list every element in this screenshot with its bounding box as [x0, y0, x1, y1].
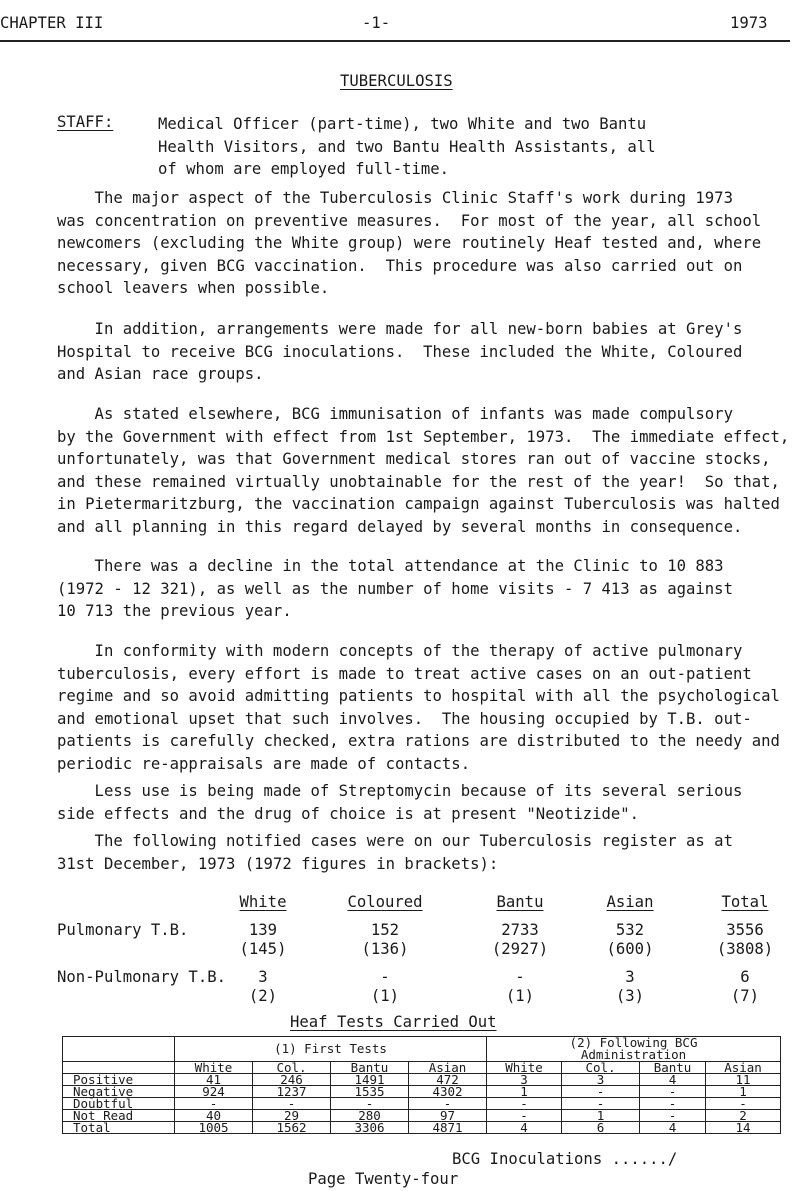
table-cell: 1005: [175, 1122, 253, 1134]
register-cell: 3556: [726, 921, 764, 939]
text-line: and all planning in this regard delayed by several months in consequence.: [57, 517, 743, 536]
text-line: Less use is being made of Streptomycin because of its several serious: [57, 782, 743, 800]
text-line: 10 713 the previous year.: [57, 602, 292, 621]
header-rule: [0, 40, 790, 42]
text-line: by the Government with effect from 1st September, 1973. The immediate effect,: [57, 427, 790, 446]
text-line: was concentration on preventive measures. For most of the year, all school: [57, 211, 762, 230]
text-line: and these remained virtually unobtainable for the rest of the year! So that,: [57, 472, 780, 491]
register-cell-prev: (145): [239, 940, 287, 958]
register-cell-prev: (2): [248, 987, 278, 1005]
register-cell: 139: [248, 921, 278, 939]
text-line: regime and so avoid admitting patients to hospital with all the psychological: [57, 687, 780, 706]
table-cell: 1491: [331, 1074, 409, 1086]
register-col-total: Total: [721, 893, 769, 911]
text-line: As stated elsewhere, BCG immunisation of infants was made compulsory: [57, 405, 733, 423]
text-line: tuberculosis, every effort is made to treat active cases on an out-patient: [57, 664, 752, 683]
register-col-asian: Asian: [606, 893, 654, 911]
empty-corner-cell: [63, 1037, 175, 1062]
register-cell-prev: (600): [606, 940, 654, 958]
register-cell: 2733: [501, 921, 539, 939]
table-cell: 1: [487, 1086, 562, 1098]
register-cell: 532: [615, 921, 645, 939]
text-line: side effects and the drug of choice is at present "Neotizide".: [57, 804, 640, 823]
subcol-header: Col.: [253, 1062, 331, 1074]
register-cell-prev: (7): [730, 987, 760, 1005]
register-cell-prev: (3808): [716, 940, 774, 958]
table-cell: -: [253, 1098, 331, 1110]
table-cell: 14: [706, 1122, 781, 1134]
table-cell: 4: [487, 1122, 562, 1134]
staff-line: Health Visitors, and two Bantu Health Assistants, all: [158, 137, 656, 156]
table-cell: -: [640, 1086, 706, 1098]
subcol-header: Bantu: [640, 1062, 706, 1074]
register-cell-prev: (136): [361, 940, 409, 958]
following-bcg-line: (2) Following BCG: [569, 1035, 698, 1050]
subcol-header: White: [487, 1062, 562, 1074]
row-label: Negative: [63, 1086, 175, 1098]
table-cell: 2: [706, 1110, 781, 1122]
register-col-coloured: Coloured: [347, 893, 423, 911]
table-cell: -: [331, 1098, 409, 1110]
table-cell: -: [175, 1098, 253, 1110]
table-cell: 11: [706, 1074, 781, 1086]
subcol-header: Bantu: [331, 1062, 409, 1074]
heaf-table-title: Heaf Tests Carried Out: [290, 1013, 497, 1031]
register-cell-prev: (1): [505, 987, 535, 1005]
heaf-group-header-row: [63, 1037, 781, 1062]
row-label: Positive: [63, 1074, 175, 1086]
text-line: newcomers (excluding the White group) were routinely Heaf tested and, where: [57, 234, 762, 253]
table-cell: 40: [175, 1110, 253, 1122]
paragraph-newborn: [57, 318, 793, 386]
paragraph-attendance: [57, 555, 793, 623]
table-cell: 472: [409, 1074, 487, 1086]
table-cell: -: [706, 1098, 781, 1110]
text-line: In addition, arrangements were made for all new-born babies at Grey's: [57, 320, 743, 338]
table-cell: -: [640, 1110, 706, 1122]
text-line: (1972 - 12 321), as well as the number of home visits - 7 413 as against: [57, 579, 733, 598]
table-cell: -: [409, 1098, 487, 1110]
table-cell: 1535: [331, 1086, 409, 1098]
register-cell: -: [515, 968, 525, 986]
table-row: [63, 1122, 781, 1134]
text-line: in Pietermaritzburg, the vaccination campaign against Tuberculosis was halted: [57, 495, 780, 514]
page-footer: Page Twenty-four: [308, 1170, 459, 1188]
register-cell-prev: (3): [615, 987, 645, 1005]
table-cell: 6: [562, 1122, 640, 1134]
subcol-header: Asian: [706, 1062, 781, 1074]
table-cell: 4302: [409, 1086, 487, 1098]
text-line: patients is carefully checked, extra rations are distributed to the needy and: [57, 732, 780, 751]
table-cell: -: [487, 1098, 562, 1110]
following-bcg-line: Administration: [580, 1047, 687, 1062]
register-cell-prev: (1): [370, 987, 400, 1005]
text-line: periodic re-appraisals are made of contacts.: [57, 754, 471, 773]
subcol-header: Asian: [409, 1062, 487, 1074]
text-line: The following notified cases were on our Tuberculosis register as at: [57, 832, 733, 850]
following-bcg-header: [487, 1037, 781, 1062]
table-cell: 29: [253, 1110, 331, 1122]
table-cell: 280: [331, 1110, 409, 1122]
paragraph-streptomycin: [57, 780, 793, 825]
row-label: Not Read: [63, 1110, 175, 1122]
paragraph-immunisation: [57, 403, 793, 539]
table-cell: 1: [562, 1110, 640, 1122]
staff-line: Medical Officer (part-time), two White and two Bantu: [158, 115, 647, 133]
subcol-header: White: [175, 1062, 253, 1074]
chapter-heading: CHAPTER III: [0, 14, 104, 32]
table-cell: -: [640, 1098, 706, 1110]
register-cell: 6: [740, 968, 750, 986]
staff-label: STAFF:: [57, 113, 114, 131]
text-line: In conformity with modern concepts of the therapy of active pulmonary: [57, 642, 743, 660]
staff-line: of whom are employed full-time.: [158, 160, 450, 179]
register-cell: 3: [625, 968, 635, 986]
page-number: -1-: [362, 14, 391, 32]
paragraph-register-intro: [57, 830, 793, 875]
section-title: TUBERCULOSIS: [340, 72, 453, 90]
table-cell: 4: [640, 1074, 706, 1086]
text-line: The major aspect of the Tuberculosis Clinic Staff's work during 1973: [57, 189, 733, 207]
register-col-bantu: Bantu: [496, 893, 544, 911]
text-line: unfortunately, was that Government medical stores ran out of vaccine stocks,: [57, 450, 771, 469]
first-tests-header: (1) First Tests: [175, 1037, 487, 1062]
table-cell: 3306: [331, 1122, 409, 1134]
table-cell: 924: [175, 1086, 253, 1098]
year-heading: 1973: [730, 14, 768, 32]
text-line: and Asian race groups.: [57, 365, 264, 384]
register-cell: 152: [370, 921, 400, 939]
register-col-white: White: [239, 893, 287, 911]
text-line: necessary, given BCG vaccination. This procedure was also carried out on: [57, 256, 743, 275]
table-cell: -: [562, 1098, 640, 1110]
text-line: 31st December, 1973 (1972 figures in brackets):: [57, 854, 499, 873]
table-cell: 97: [409, 1110, 487, 1122]
register-cell: 3: [258, 968, 268, 986]
continuation-note: BCG Inoculations ....../: [452, 1150, 678, 1168]
paragraph-preventive: [57, 187, 793, 300]
table-cell: 3: [562, 1074, 640, 1086]
table-cell: 3: [487, 1074, 562, 1086]
table-cell: -: [562, 1086, 640, 1098]
table-cell: 4: [640, 1122, 706, 1134]
register-cell-prev: (2927): [491, 940, 549, 958]
table-cell: 41: [175, 1074, 253, 1086]
register-row-label: Non-Pulmonary T.B.: [57, 968, 226, 986]
register-cell: -: [380, 968, 390, 986]
table-cell: 1562: [253, 1122, 331, 1134]
table-cell: -: [487, 1110, 562, 1122]
heaf-tests-table: [62, 1036, 781, 1134]
table-cell: 1237: [253, 1086, 331, 1098]
text-line: and emotional upset that such involves. The housing occupied by T.B. out-: [57, 709, 752, 728]
table-cell: 246: [253, 1074, 331, 1086]
row-label: Doubtful: [63, 1098, 175, 1110]
text-line: There was a decline in the total attendance at the Clinic to 10 883: [57, 557, 724, 575]
table-cell: 1: [706, 1086, 781, 1098]
staff-text: [158, 113, 778, 181]
paragraph-therapy: [57, 640, 793, 776]
text-line: Hospital to receive BCG inoculations. These included the White, Coloured: [57, 342, 743, 361]
register-row-label: Pulmonary T.B.: [57, 921, 189, 939]
row-label: Total: [63, 1122, 175, 1134]
table-cell: 4871: [409, 1122, 487, 1134]
subcol-header: Col.: [562, 1062, 640, 1074]
text-line: school leavers when possible.: [57, 279, 330, 298]
